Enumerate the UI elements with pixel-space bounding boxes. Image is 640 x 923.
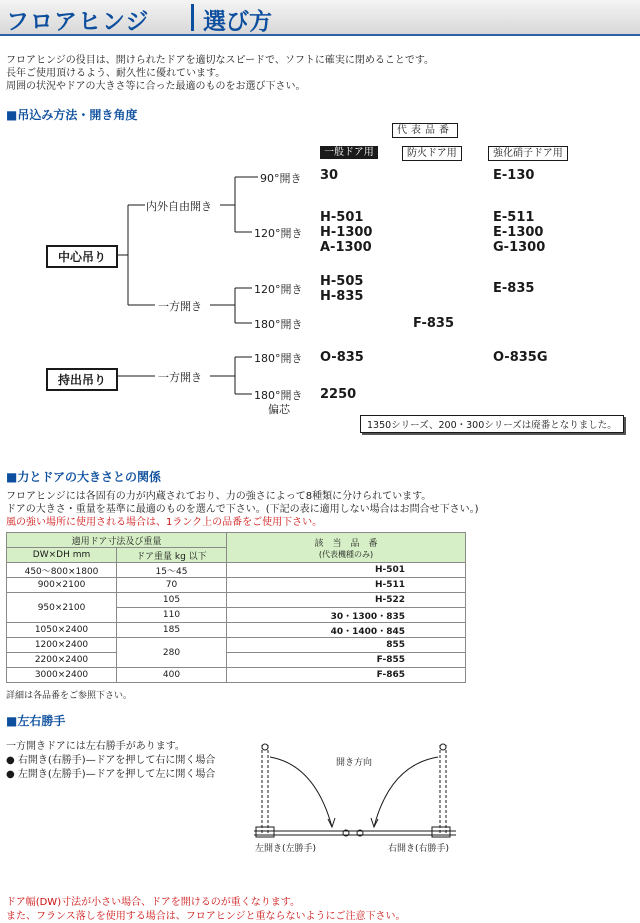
table-head-model: 該 当 品 番 (代表機種のみ) xyxy=(227,533,466,563)
angle-180-one: 180°開き xyxy=(254,318,303,331)
model-h1300: H-1300 xyxy=(320,225,373,240)
table-row: 1050×2400 185 40・1400・845 xyxy=(7,623,466,638)
left-handing: ● 左開き(左勝手)—ドアを押して左に開く場合 xyxy=(6,769,216,780)
door-handing-diagram xyxy=(240,735,470,855)
col-glass-door: 強化硝子ドア用 xyxy=(488,146,568,161)
model-e511: E-511 xyxy=(493,210,535,225)
table-row: 3000×2400 400 F-865 xyxy=(7,668,466,683)
table-row: 950×2100 105 H-522 xyxy=(7,593,466,608)
col-fire-door: 防火ドア用 xyxy=(402,146,462,161)
discontinued-note: 1350シリーズ、200・300シリーズは廃番となりました。 xyxy=(360,415,624,433)
model-2250: 2250 xyxy=(320,387,357,402)
force-size-table xyxy=(6,532,466,683)
model-h505: H-505 xyxy=(320,274,364,289)
offset-hang-label: 持出吊り xyxy=(46,368,118,391)
angle-120-both: 120°開き xyxy=(254,227,303,240)
model-e835: E-835 xyxy=(493,281,535,296)
bottom-note-1: ドア幅(DW)寸法が小さい場合、ドアを開けるのが重くなります。 xyxy=(6,897,300,908)
section-title-handing: ■左右勝手 xyxy=(6,714,66,728)
intro-line-2: 長年ご使用頂けるよう、耐久性に優れています。 xyxy=(6,68,226,79)
model-h835: H-835 xyxy=(320,289,364,304)
right-handing: ● 右開き(右勝手)—ドアを押して右に開く場合 xyxy=(6,755,216,766)
model-h501: H-501 xyxy=(320,210,364,225)
table-head-weight: ドア重量 kg 以下 xyxy=(117,548,227,563)
intro-line-1: フロアヒンジの役目は、開けられたドアを適切なスピードで、ソフトに確実に閉めることです。 xyxy=(6,55,435,66)
model-o835g: O-835G xyxy=(493,350,548,365)
angle-120-one: 120°開き xyxy=(254,283,303,296)
section-title-force: ■力とドアの大きさとの関係 xyxy=(6,470,161,484)
model-e130: E-130 xyxy=(493,168,535,183)
table-row: 110 30・1300・835 xyxy=(7,608,466,623)
title-divider xyxy=(191,4,194,31)
right-handing-caption: 右開き(右勝手) xyxy=(388,844,450,854)
intro-line-3: 周囲の状況やドアの大きさ等に合った最適のものをお選び下さい。 xyxy=(6,81,306,92)
table-row: 450〜800×1800 15〜45 H-501 xyxy=(7,563,466,578)
angle-180-offset: 180°開き xyxy=(254,352,303,365)
section-title-hanging: ■吊込み方法・開き角度 xyxy=(6,108,138,122)
offset-core-label: 偏芯 xyxy=(268,403,290,416)
model-30: 30 xyxy=(320,168,339,183)
angle-90: 90°開き xyxy=(260,172,302,185)
force-desc-1: フロアヒンジには各固有の力が内蔵されており、力の強さによって8種類に分けられています。 xyxy=(6,491,432,502)
model-f835: F-835 xyxy=(413,316,455,331)
table-head-applicable: 適用ドア寸法及び重量 xyxy=(7,533,227,548)
center-hang-label: 中心吊り xyxy=(46,245,118,268)
model-g1300: G-1300 xyxy=(493,240,546,255)
angle-180-offset-core: 180°開き xyxy=(254,389,303,402)
one-way-label: 一方開き xyxy=(158,300,202,313)
table-footnote: 詳細は各品番をご参照下さい。 xyxy=(6,691,133,701)
model-o835: O-835 xyxy=(320,350,364,365)
force-desc-2: ドアの大きさ・重量を基準に最適のものを選んで下さい。(下記の表に適用しない場合はお問合せ下さい。) xyxy=(6,504,479,515)
opening-direction-label: 開き方向 xyxy=(336,758,373,768)
page-title: フロアヒンジ xyxy=(6,9,150,35)
table-row: 1200×2400 280 855 xyxy=(7,638,466,653)
one-way-label-2: 一方開き xyxy=(158,371,202,384)
handing-intro: 一方開きドアには左右勝手があります。 xyxy=(6,741,185,752)
col-general-door: 一般ドア用 xyxy=(320,146,378,159)
wind-warning: 風の強い場所に使用される場合は、1ランク上の品番をご使用下さい。 xyxy=(6,517,323,528)
left-handing-caption: 左開き(左勝手) xyxy=(255,844,317,854)
both-ways-label: 内外自由開き xyxy=(146,200,212,213)
representative-label: 代表品番 xyxy=(392,123,458,138)
table-row: 2200×2400 F-855 xyxy=(7,653,466,668)
bottom-note-2: また、フランス落しを使用する場合は、フロアヒンジと重ならないようにご注意下さい。 xyxy=(6,911,406,922)
table-head-dw: DW×DH mm xyxy=(7,548,117,563)
model-e1300: E-1300 xyxy=(493,225,544,240)
model-a1300: A-1300 xyxy=(320,240,372,255)
table-row: 900×2100 70 H-511 xyxy=(7,578,466,593)
page-subtitle: 選び方 xyxy=(203,9,272,35)
